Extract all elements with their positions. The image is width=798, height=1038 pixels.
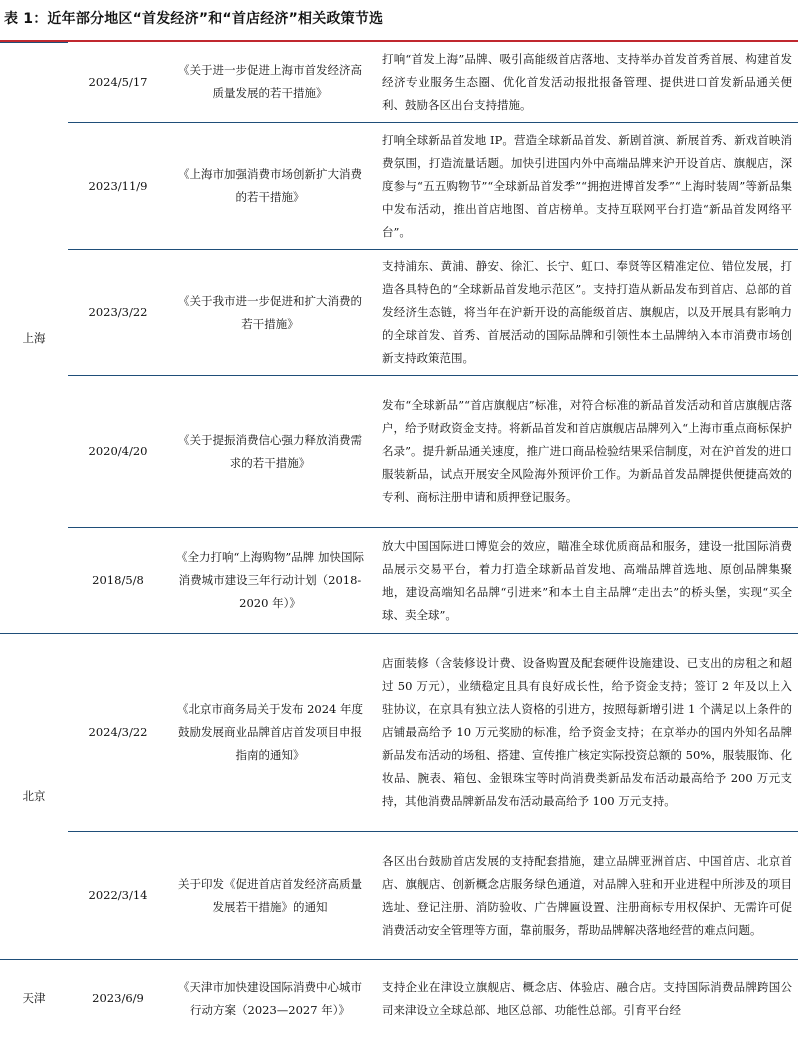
table-row [0,376,798,528]
policy-title-cell: 《关于进一步促进上海市首发经济高质量发展的若干措施》 [178,63,362,101]
policy-content-cell: 发布“全球新品”“首店旗舰店”标准，对符合标准的新品首发活动和首店旗舰店落户，给予财政资金支持。将新品首发和首店旗舰店品牌列入“上海市重点商标保护名录”。提升新品通关速度，推广进口商品检验结果采信制度，对在沪首发的进口服装新品，试点开展安全风险海外预评价工作。为新品首发品牌提供便捷高效的专利、商标注册申请和质押登记服务。 [372,376,798,528]
table-row [0,528,798,634]
table-row [0,960,798,1038]
policy-content-cell: 放大中国国际进口博览会的效应，瞄准全球优质商品和服务，建设一批国际消费品展示交易平台，着力打造全球新品首发地、高端品牌首选地、原创品牌集聚地，建设高端知名品牌“引进来”和本土自主品牌“走出去”的桥头堡，实现“买全球、卖全球”。 [372,528,798,634]
table-title: 表 1：近年部分地区“首发经济”和“首店经济”相关政策节选 [4,11,384,27]
policy-content-cell: 店面装修（含装修设计费、设备购置及配套硬件设施建设、已支出的房租之和超过 50 万元），业绩稳定且具有良好成长性，给予资金支持；签订 2 年及以上入驻协议，在京具有独立法人资格的引进方，按照每新增引进 1 个满足以上条件的店铺最高给予 10 万元奖励的标准，给予资金支持；在京举办的国内外知名品牌新品发布活动的场租、搭建、宣传推广核定实际投资总额的 50%，服装服饰、化妆品、腕表、箱包、金银珠宝等时尚消费类新品发布活动最高给予 200 万元支持，其他消费品牌新品发布活动最高给予 100 万元支持。 [372,634,798,832]
policy-title-cell: 《天津市加快建设国际消费中心城市行动方案（2023—2027 年）》 [168,960,372,1038]
policy-table [0,42,798,1038]
policy-content-cell: 打响“首发上海”品牌、吸引高能级首店落地、支持举办首发首秀首展、构建首发经济专业服务生态圈、优化首发活动报批报备管理、提供进口首发新品通关便利、鼓励各区出台支持措施。 [382,51,792,112]
table-row [0,832,798,960]
policy-content-cell: 打响全球新品首发地 IP。营造全球新品首发、新剧首演、新展首秀、新戏首映消费氛围，打造流量话题。加快引进国内外中高端品牌来沪开设首店、旗舰店，深度参与“五五购物节”“全球新品首发季”“拥抱进博首发季”“上海时装周”等新品集中发布活动，推出首店地图、首店榜单。支持互联网平台打造“新品首发网络平台”。 [372,123,798,250]
policy-title-cell: 《上海市加强消费市场创新扩大消费的若干措施》 [168,123,372,250]
policy-title-cell: 《北京市商务局关于发布 2024 年度鼓励发展商业品牌首店首发项目申报指南的通知》 [168,634,372,832]
policy-title-cell: 《关于提振消费信心强力释放消费需求的若干措施》 [168,376,372,528]
policy-content-cell: 支持企业在津设立旗舰店、概念店、体验店、融合店。支持国际消费品牌跨国公司来津设立全球总部、地区总部、功能性总部。引育平台经 [372,960,798,1038]
date-cell: 2018/5/8 [68,528,168,634]
policy-content-cell: 支持浦东、黄浦、静安、徐汇、长宁、虹口、奉贤等区精准定位、错位发展，打造各具特色的“全球新品首发地示范区”。支持打造从新品发布到首店、总部的首发经济生态链，将当年在沪新开设的高能级首店、旗舰店，以及开展具有影响力的全球首发、首秀、首展活动的国际品牌和引领性本土品牌纳入本市消费市场创新支持政策范围。 [372,250,798,376]
date-cell: 2024/3/22 [68,634,168,832]
date-cell: 2022/3/14 [68,832,168,960]
policy-title-cell: 《关于我市进一步促进和扩大消费的若干措施》 [168,250,372,376]
region-cell: 上海 [0,43,68,634]
region-cell: 天津 [0,960,68,1038]
table-row [0,43,798,123]
date-cell: 2023/3/22 [68,250,168,376]
date-cell: 2024/5/17 [88,74,148,89]
table-row [0,250,798,376]
region-cell: 北京 [0,634,68,960]
table-row [0,634,798,832]
table-row [0,123,798,250]
date-cell: 2020/4/20 [68,376,168,528]
date-cell: 2023/6/9 [68,960,168,1038]
date-cell: 2023/11/9 [68,123,168,250]
policy-title-cell: 关于印发《促进首店首发经济高质量发展若干措施》的通知 [168,832,372,960]
policy-title-cell: 《全力打响“上海购物”品牌 加快国际消费城市建设三年行动计划（2018-2020 年）》 [168,528,372,634]
policy-content-cell: 各区出台鼓励首店发展的支持配套措施，建立品牌亚洲首店、中国首店、北京首店、旗舰店、创新概念店服务绿色通道，对品牌入驻和开业进程中所涉及的项目选址、登记注册、消防验收、广告牌匾设置、注册商标专用权保护、无需许可促消费活动安全管理等方面，靠前服务，帮助品牌解决落地经营的难点问题。 [372,832,798,960]
